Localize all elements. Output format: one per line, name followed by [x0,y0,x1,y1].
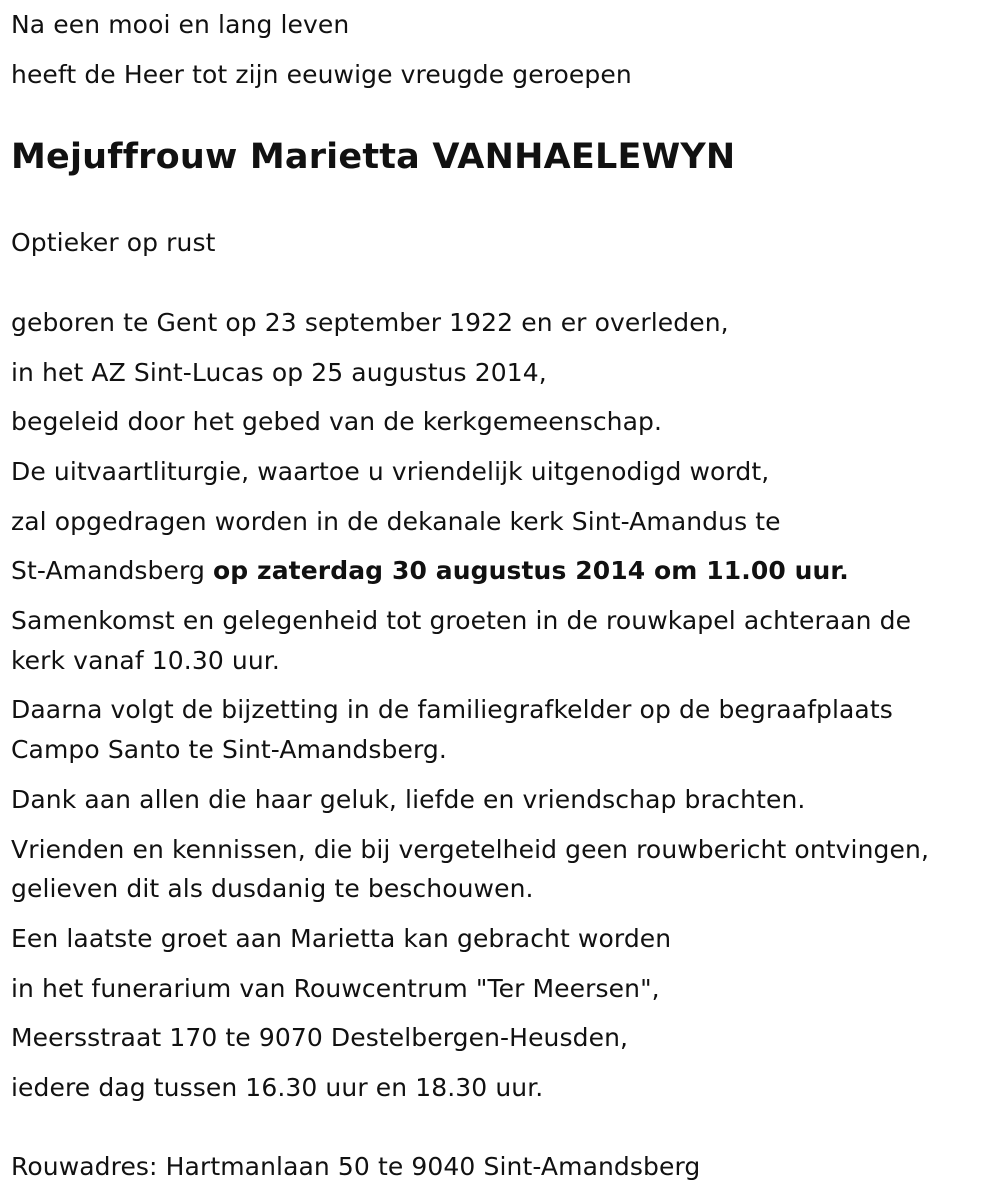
church-line: zal opgedragen worden in de dekanale kerk Sint-Amandus te [11,507,781,536]
gathering-line-1: Samenkomst en gelegenheid tot groeten in de rouwkapel achteraan de [11,606,912,635]
deceased-name: Mejuffrouw Marietta VANHAELEWYN [11,137,736,177]
place-text: St-Amandsberg [11,556,205,585]
thanks-line: Dank aan allen die haar geluk, liefde en vriendschap brachten. [11,785,806,814]
friends-line-1: Vrienden en kennissen, die bij vergetelheid geen rouwbericht ontvingen, [11,835,929,864]
farewell-line-3: Meersstraat 170 te 9070 Destelbergen-Heusden, [11,1023,629,1052]
intro-line-2: heeft de Heer tot zijn eeuwige vreugde geroepen [11,60,632,89]
date-line [11,551,849,591]
farewell-line-2: in het funerarium van Rouwcentrum "Ter Meersen", [11,974,660,1003]
burial-line-1: Daarna volgt de bijzetting in de familiegrafkelder op de begraafplaats [11,695,893,724]
farewell-line-4: iedere dag tussen 16.30 uur en 18.30 uur. [11,1073,544,1102]
farewell-line-1: Een laatste groet aan Marietta kan gebracht worden [11,924,672,953]
friends-line-2: gelieven dit als dusdanig te beschouwen. [11,874,534,903]
occupation: Optieker op rust [11,228,216,257]
accompanied-line: begeleid door het gebed van de kerkgemeenschap. [11,407,663,436]
death-line: in het AZ Sint-Lucas op 25 augustus 2014, [11,358,547,387]
liturgy-line: De uitvaartliturgie, waartoe u vriendelijk uitgenodigd wordt, [11,457,770,486]
intro-line-1: Na een mooi en lang leven [11,10,350,39]
mourning-address: Rouwadres: Hartmanlaan 50 te 9040 Sint-Amandsberg [11,1152,701,1181]
gathering-line-2: kerk vanaf 10.30 uur. [11,646,280,675]
birth-line: geboren te Gent op 23 september 1922 en er overleden, [11,308,729,337]
date-time-text: op zaterdag 30 augustus 2014 om 11.00 uur. [212,556,849,585]
burial-line-2: Campo Santo te Sint-Amandsberg. [11,735,447,764]
